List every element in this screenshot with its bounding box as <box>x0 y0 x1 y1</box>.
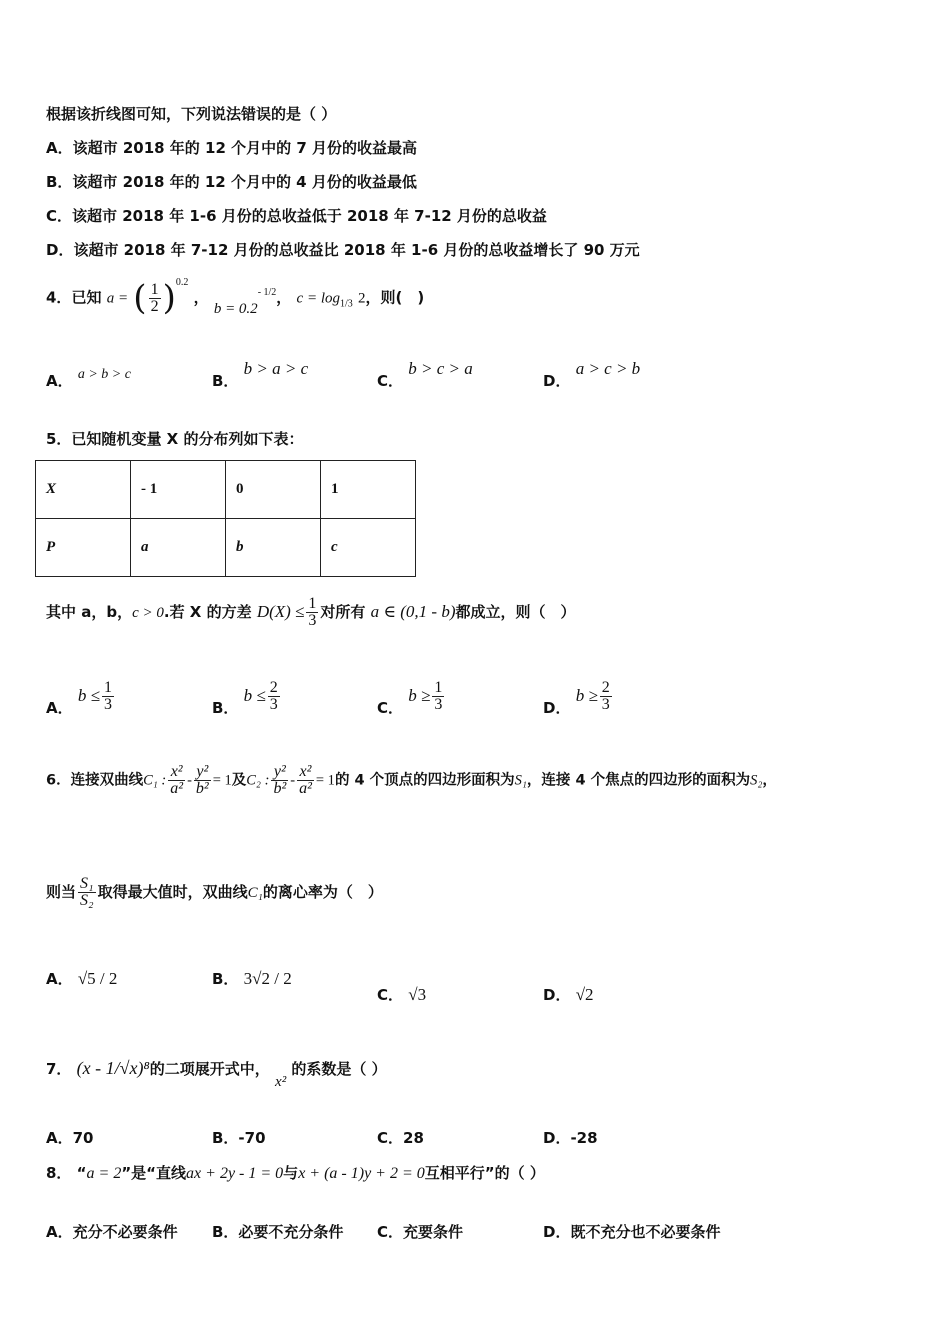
table-cell: 1 <box>321 461 416 519</box>
table-row <box>36 461 416 519</box>
q6-option-c: C． √3 <box>377 985 427 1004</box>
q3-option-a: A．该超市 2018 年的 12 个月中的 7 月份的收益最高 <box>46 139 418 157</box>
table-cell: a <box>131 519 226 577</box>
q5-option-b: B． b ≤ $\frac{2}{3}$ <box>212 679 278 717</box>
q8-stem: 8． “a = 2”是“直线ax + 2y - 1 = 0与x + (a - 1)y + 2 = 0互相平行”的（ ） <box>46 1164 545 1182</box>
q7-option-d: D．-28 <box>543 1129 598 1147</box>
table-cell: P <box>36 519 131 577</box>
q7-option-a: A．70 <box>46 1129 94 1147</box>
q6-option-d: D． √2 <box>543 985 594 1004</box>
q8-option-c: C．充要条件 <box>377 1223 464 1241</box>
q5-distribution-table <box>35 460 416 577</box>
q4-stem: 4．已知 a = ( $\frac{1}{2}$ )$^{0.2}$ ， $b = 0.2^{- 1/2}$， $c = \log_{1/3} 2$，则( ) <box>46 276 425 318</box>
q4-option-c: C． b > c > a <box>377 359 473 390</box>
q7-stem: 7． (x - 1/√x)⁸的二项展开式中， x² 的系数是（ ） <box>46 1058 387 1090</box>
q8-option-d: D．既不充分也不必要条件 <box>543 1223 721 1241</box>
q3-option-c: C．该超市 2018 年 1-6 月份的总收益低于 2018 年 7-12 月份的总收益 <box>46 207 547 225</box>
table-cell: 0 <box>226 461 321 519</box>
q5-stem: 5．已知随机变量 X 的分布列如下表： <box>46 430 304 448</box>
q4-option-b: B． b > a > c <box>212 359 309 390</box>
table-cell: c <box>321 519 416 577</box>
q4-a-fraction: $\frac{1}{2}$ <box>150 280 159 315</box>
q3-stem: 根据该折线图可知，下列说法错误的是（ ） <box>46 105 337 123</box>
q3-option-d: D．该超市 2018 年 7-12 月份的总收益比 2018 年 1-6 月份的总收益增长了 90 万元 <box>46 241 640 259</box>
q4-option-d: D． a > c > b <box>543 359 641 390</box>
q6-option-a: A． √5 / 2 <box>46 969 118 988</box>
table-cell: - 1 <box>131 461 226 519</box>
table-cell: X <box>36 461 131 519</box>
q5-option-d: D． b ≥ $\frac{2}{3}$ <box>543 679 610 717</box>
q5-condition: 其中 a，b，c > 0.若 X 的方差 D(X) ≤ $\frac{1}{3}$ 对所有 a ∈ (0,1 - b)都成立，则（ ） <box>46 595 576 629</box>
q8-option-a: A．充分不必要条件 <box>46 1223 178 1241</box>
q4-option-a: A． a > b > c <box>46 367 131 390</box>
q7-option-b: B．-70 <box>212 1129 266 1147</box>
table-cell: b <box>226 519 321 577</box>
q5-option-a: A． b ≤ $\frac{1}{3}$ <box>46 679 112 717</box>
q5-option-c: C． b ≥ $\frac{1}{3}$ <box>377 679 443 717</box>
q8-option-b: B．必要不充分条件 <box>212 1223 344 1241</box>
q6-stem-line1: 6．连接双曲线C₁ : $\frac{\text{x²}}{\text{a²}}$ - $\frac{\text{y²}}{\text{b²}}$ = 1及C₂ : $\frac{\text{y²}}{\text{b²}}$ - $\frac{\text{x²}}{\text{a²}}$ = 1的 4 个顶点的四边形面积为S₁，连接 4 个焦点的四边形的面积为S₂， <box>46 763 777 797</box>
q6-option-b: B． 3√2 / 2 <box>212 969 292 988</box>
q6-stem-line2: 则当 $\frac{\text{S₁}}{\text{S₂}}$ 取得最大值时，双曲线C₁的离心率为（ ） <box>46 875 383 909</box>
q3-option-b: B．该超市 2018 年的 12 个月中的 4 月份的收益最低 <box>46 173 417 191</box>
table-row <box>36 519 416 577</box>
q7-option-c: C．28 <box>377 1129 424 1147</box>
